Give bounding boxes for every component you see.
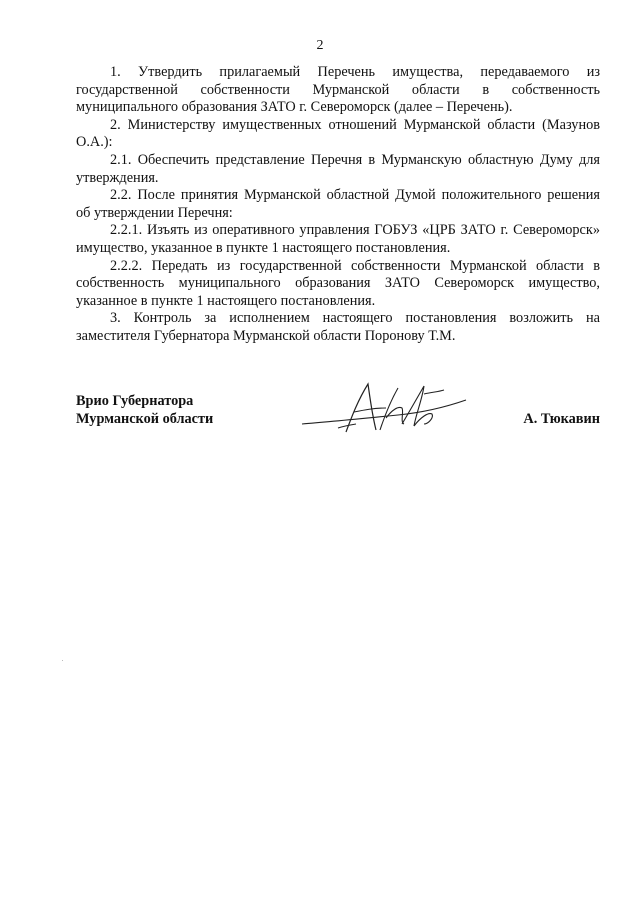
paragraph-2: 2. Министерству имущественных отношений Мурманской области (Мазунов О.А.): — [76, 116, 600, 151]
document-body — [76, 64, 600, 346]
page-number: 2 — [316, 38, 324, 53]
scan-artifact — [62, 660, 63, 661]
signature-block — [76, 393, 600, 453]
paragraph-2-2-2: 2.2.2. Передать из государственной собственности Мурманской области в собственность муниципального образования ЗАТО Североморск имущество, указанное в пункте 1 настоящего постановления. — [76, 257, 600, 309]
signatory-position — [76, 393, 213, 428]
paragraph-1: 1. Утвердить прилагаемый Перечень имущества, передаваемого из государственной собственности Мурманской области в собственность муниципального образования ЗАТО г. Североморск (далее – Перечень). — [76, 64, 600, 116]
paragraph-2-2-1: 2.2.1. Изъять из оперативного управления ГОБУЗ «ЦРБ ЗАТО г. Североморск» имущество, указанное в пункте 1 настоящего постановления. — [76, 222, 600, 256]
paragraph-3: 3. Контроль за исполнением настоящего постановления возложить на заместителя Губернатора Мурманской области Поронову Т.М. — [76, 310, 600, 344]
paragraph-2-1: 2.1. Обеспечить представление Перечня в Мурманскую областную Думу для утверждения. — [76, 151, 600, 186]
signatory-position-line-2: Мурманской области — [76, 410, 214, 427]
signatory-position-line-1: Врио Губернатора — [76, 393, 194, 409]
paragraph-2-2: 2.2. После принятия Мурманской областной Думой положительного решения об утверждении Перечня: — [76, 187, 600, 221]
signatory-name: А. Тюкавин — [523, 411, 600, 427]
handwritten-signature — [298, 378, 468, 442]
